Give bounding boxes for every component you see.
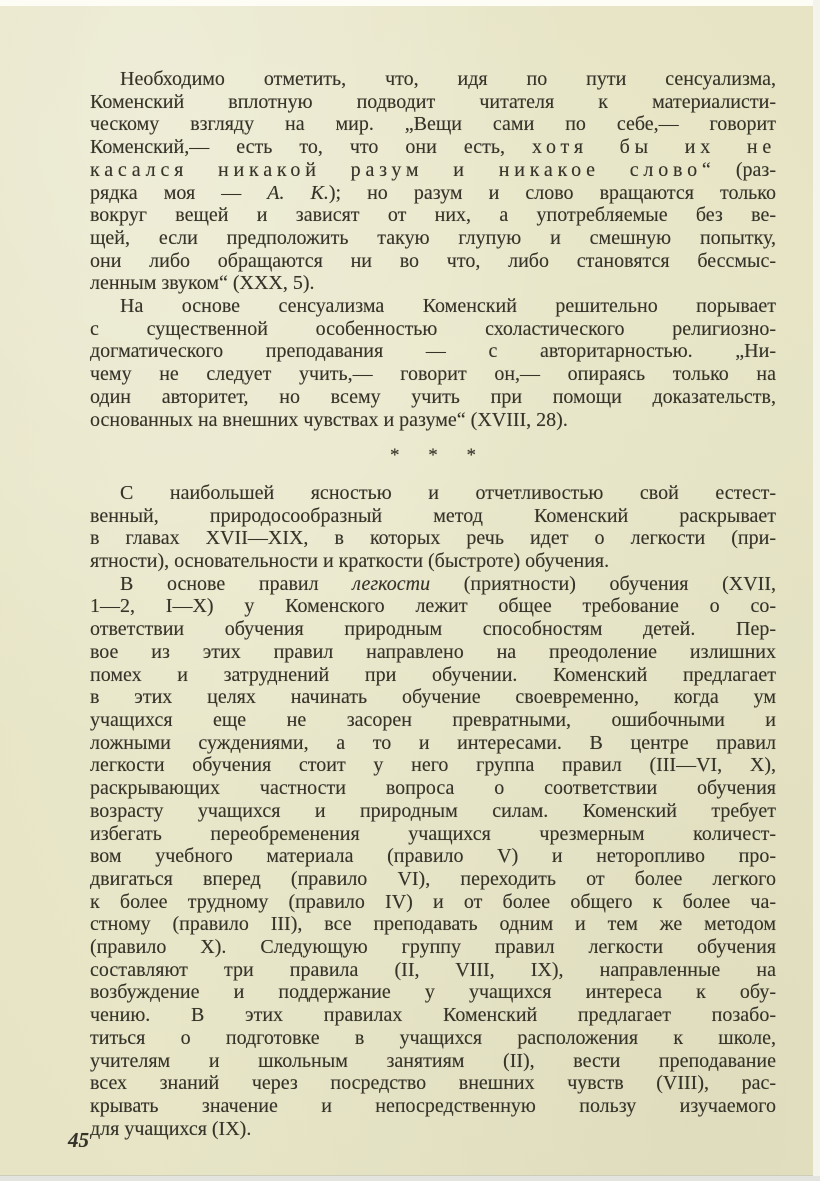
text-line: основанных на внешних чувствах и разуме“ (XVIII, 28). (90, 408, 568, 431)
text-line: помех и затруднений при обучении. Коменский предлагает (90, 663, 776, 686)
text-line: двигаться вперед (правило VI), переходить от более легкого (90, 867, 776, 890)
text-line: Коменский вплотную подводит читателя к материалисти- (90, 90, 776, 113)
section-separator: * * * (390, 445, 476, 467)
text-line: в главах XVII—XIX, в которых речь идет о легкости (при- (90, 527, 776, 550)
text-line: чению. В этих правилах Коменский предлагает позабо- (90, 1004, 776, 1027)
text-line: раскрывающих частности вопроса о соответствии обучения (90, 777, 776, 800)
text-line: с существенной особенностью схоластического религиозно- (90, 317, 776, 340)
text-line: щей, если предположить такую глупую и смешную попытку, (90, 226, 776, 249)
text-line: один авторитет, но всему учить при помощи доказательств, (90, 385, 776, 408)
italic-text: А. К. (267, 181, 329, 204)
text-line: ятности), основательности и краткости (быстроте) обучения. (90, 550, 610, 573)
text-line: (правило X). Следующую группу правил легкости обучения (90, 936, 776, 959)
paragraph (90, 482, 776, 573)
text-line: избегать переобременения учащихся чрезмерным количест- (90, 822, 776, 845)
text-line: они либо обращаются ни во что, либо становятся бессмыс- (90, 249, 776, 272)
text-line: составляют три правила (II, VIII, IX), направленные на (90, 958, 776, 981)
letterspaced-emphasis-text: касался никакой разум и никакое слово (90, 158, 702, 181)
text-line: венный, природосообразный метод Коменский раскрывает (90, 504, 776, 527)
text-line: В основе правил легкости (приятности) обучения (XVII, (120, 572, 776, 595)
text-line: учащихся еще не засорен превратными, ошибочными и (90, 708, 776, 731)
text-line: стному (правило III), все преподавать одним и тем же методом (90, 913, 776, 936)
text-line: Необходимо отметить, что, идя по пути сенсуализма, (120, 68, 776, 90)
text-line: к более трудному (правило IV) и от более общего к более ча- (90, 890, 776, 913)
text-line: легкости обучения стоит у него группа правил (III—VI, X), (90, 754, 776, 777)
text-line: догматического преподавания — с авторитарностью. „Ни- (90, 340, 776, 363)
text-line: ответствии обучения природным способностям детей. Пер- (90, 618, 776, 641)
text-line: 1—2, I—X) у Коменского лежит общее требование о со- (90, 595, 776, 618)
text-line: возрасту учащихся и природным силам. Коменский требует (90, 799, 776, 822)
text-line: для учащихся (IX). (90, 1117, 252, 1140)
paragraph (90, 573, 776, 1141)
text-line: С наибольшей ясностью и отчетливостью свой естест- (120, 481, 776, 504)
text-line: рядка моя — А. К.); но разум и слово вращаются только (90, 181, 776, 204)
scan-edge-right (813, 0, 820, 1181)
text-line: На основе сенсуализма Коменский решительно порывает (120, 295, 776, 318)
text-line: касался никакой разум и никакое слово“ (раз- (90, 158, 776, 181)
paragraph (90, 68, 776, 295)
text-line: в этих целях начинать обучение своевременно, когда ум (90, 686, 776, 709)
text-line: всех знаний через посредство внешних чувств (VIII), рас- (90, 1072, 776, 1095)
text-line: вокруг вещей и зависят от них, а употребляемые без ве- (90, 204, 776, 227)
book-page-paper (0, 6, 813, 1176)
text-line: ложными суждениями, а то и интересами. В центре правил (90, 731, 776, 754)
text-line: вом учебного материала (правило V) и неторопливо про- (90, 845, 776, 868)
text-line: крывать значение и непосредственную пользу изучаемого (90, 1094, 776, 1117)
text-line: чему не следует учить,— говорит он,— опираясь только на (90, 363, 776, 386)
page-number: 45 (68, 1128, 89, 1152)
text-block (90, 68, 776, 1140)
scan-edge-bottom (0, 1176, 820, 1181)
text-line: возбуждение и поддержание у учащихся интереса к обу- (90, 981, 776, 1004)
paragraph (90, 295, 776, 431)
text-line: титься о подготовке в учащихся расположения к школе, (90, 1026, 776, 1049)
text-line: ленным звуком“ (XXX, 5). (90, 272, 315, 295)
italic-text: легкости (352, 572, 431, 595)
text-line: Коменский,— есть то, что они есть, хотя бы их не (90, 136, 776, 159)
letterspaced-emphasis-text: хотя бы их не (531, 136, 776, 159)
text-line: учителям и школьным занятиям (II), вести преподавание (90, 1049, 776, 1072)
text-line: вое из этих правил направлено на преодоление излишних (90, 640, 776, 663)
text-line: ческому взгляду на мир. „Вещи сами по себе,— говорит (90, 113, 776, 136)
